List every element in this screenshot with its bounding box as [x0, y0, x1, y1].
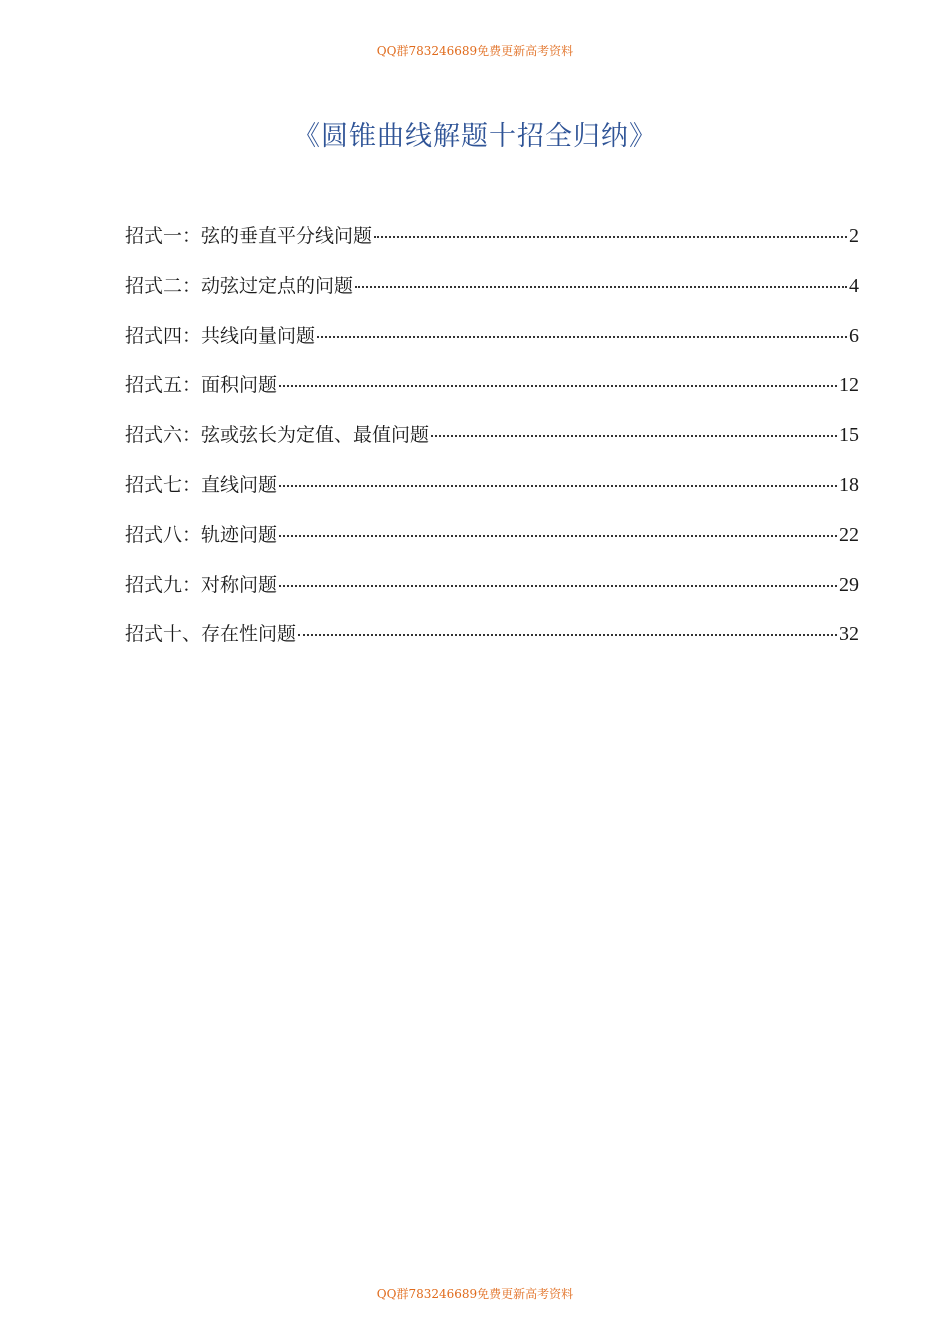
toc-dot-leader: [317, 322, 847, 342]
toc-entry-2[interactable]: [125, 266, 859, 316]
toc-dot-leader: [279, 371, 837, 391]
toc-entry-label: 招式十、存在性问题: [125, 623, 297, 646]
toc-dot-leader: [355, 272, 847, 292]
toc-page-number: 6: [849, 324, 859, 347]
toc-entry-label: 招式八：轨迹问题: [125, 523, 278, 546]
toc-entry-7[interactable]: [125, 515, 859, 565]
footer-watermark: QQ群783246689免费更新高考资料: [376, 1287, 574, 1301]
toc-entry-label: 招式五：面积问题: [125, 374, 278, 397]
toc-entry-label: 招式九：对称问题: [125, 573, 278, 596]
toc-entry-4[interactable]: [125, 365, 859, 415]
toc-entry-3[interactable]: [125, 316, 859, 366]
toc-entry-9[interactable]: [125, 614, 859, 664]
toc-dot-leader: [279, 521, 837, 541]
toc-page-number: 22: [839, 523, 859, 546]
toc-page-number: 4: [849, 274, 859, 297]
toc-entry-5[interactable]: [125, 415, 859, 465]
toc-dot-leader: [374, 222, 847, 242]
toc-entry-label: 招式七：直线问题: [125, 473, 278, 496]
toc-entry-label: 招式四：共线向量问题: [125, 324, 316, 347]
toc-entry-label: 招式二：动弦过定点的问题: [125, 274, 354, 297]
toc-entry-6[interactable]: [125, 465, 859, 515]
toc-entry-8[interactable]: [125, 565, 859, 615]
document-title: 《圆锥曲线解题十招全归纳》: [293, 121, 657, 152]
table-of-contents: [125, 216, 859, 664]
toc-entry-1[interactable]: [125, 216, 859, 266]
toc-page-number: 15: [839, 424, 859, 447]
toc-page-number: 12: [839, 374, 859, 397]
toc-entry-label: 招式六：弦或弦长为定值、最值问题: [125, 424, 430, 447]
toc-dot-leader: [431, 421, 837, 441]
header-watermark: QQ群783246689免费更新高考资料: [376, 44, 574, 58]
toc-page-number: 2: [849, 225, 859, 247]
toc-dot-leader: [279, 471, 837, 491]
toc-page-number: 29: [839, 573, 859, 596]
toc-dot-leader: [298, 620, 837, 640]
toc-page-number: 32: [839, 623, 859, 646]
toc-dot-leader: [279, 571, 837, 591]
toc-entry-label: 招式一：弦的垂直平分线问题: [125, 225, 373, 247]
toc-page-number: 18: [839, 473, 859, 496]
